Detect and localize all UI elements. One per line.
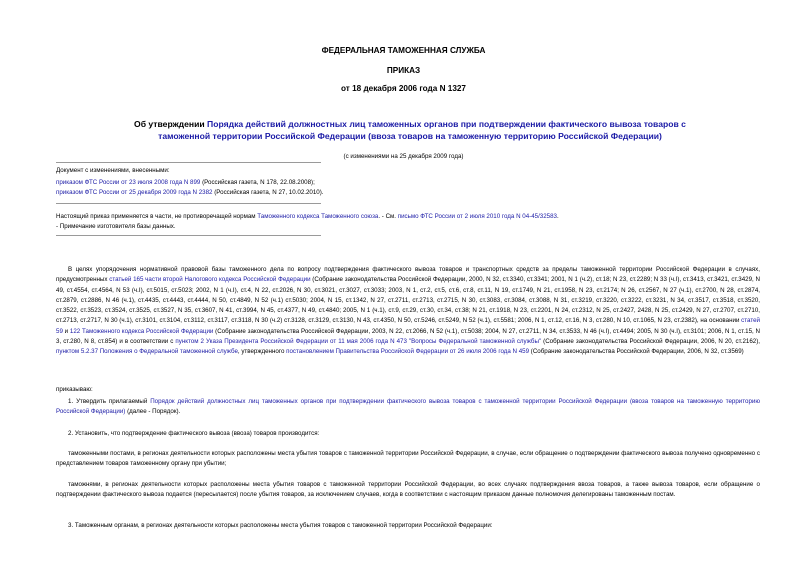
item-2: 2. Установить, что подтверждение фактического вывоза (ввоза) товаров производится:	[68, 430, 320, 437]
item-3: 3. Таможенным органам, в регионах деятельности которых расположены места убытия товаров с таможенной территории Российской Федерации:	[68, 522, 493, 529]
amend-note: (с изменениями на 25 декабря 2009 года)	[343, 153, 464, 160]
title-prefix: Об утверждении	[134, 119, 208, 129]
change-item-2	[56, 188, 324, 198]
agency-heading: ФЕДЕРАЛЬНАЯ ТАМОЖЕННАЯ СЛУЖБА	[321, 46, 486, 55]
divider	[56, 235, 321, 236]
customs-code-122-link[interactable]: 122 Таможенного кодекса Российской Федерации	[69, 327, 214, 335]
procedure-link[interactable]: Порядок действий должностных лиц таможенных органов при подтверждении фактического вывоза товаров с таможенной территории Российской Федерации (ввоза товаров на таможенную территорию Российской Федерации)	[56, 398, 761, 416]
changes-intro: Документ с изменениями, внесенными:	[56, 167, 170, 174]
item-2b: таможнями, в регионах деятельности которых расположены места убытия товаров с таможенной территории Российской Федерации, во всех случаях подтверждения ввоза товаров, а также вывоза товаров, если обращение о подтверждении фактического вывоза подается (пересылается) после убытия товаров, за исключением случаев, когда в соответствии с настоящим приказом данные полномочия делегированы таможенным постам.	[56, 481, 760, 499]
date-number-heading: от 18 декабря 2006 года N 1327	[341, 84, 466, 93]
preamble-paragraph: В целях упорядочения нормативной правовой базы таможенного дела по вопросу подтверждения фактического вывоза товаров и транспортных средств за пределы таможенной территории Российской Федерации в случаях, предусмотренных статьей 165 части второй Налогового кодекса Российской Федерации (Собрание законодательства Российской Федерации, 2000, N 32, ст.3340, ст.3341; 2001, N 1 (ч.2), ст.18; N 23, ст.2289; N 33 (ч.I), ст.3413, ст.3421, ст.3429, N 49, ст.4554, ст.4564, N 53 (ч.I), ст.5015, ст.5023; 2002, N 1 (ч.I), ст.4, N 22, ст.2026, N 30, ст.3021, ст.3027, ст.3033; 2003, N 1, ст.2, ст.5, ст.6, ст.8, ст.11, N 19, ст.1749, N 21, ст.1958, N 23, ст.2174; N 26, ст.2567, N 27 (ч.1), ст.2700, N 28, ст.2874, ст.2879, ст.2886, N 46 (ч.1), ст.4435, ст.4443, ст.4444, N 50, ст.4849, N 52 (ч.1) ст.5030; 2004, N 15, ст.1342, N 27, ст.2711, ст.2713, ст.2715, N 30, ст.3083, ст.3084, ст.3088, N 31, ст.3219, ст.3220, ст.3222, ст.3231, N 34, ст.3517, ст.3518, ст.3520, ст.3522, ст.3523, ст.3524, ст.3525, ст.3527, N 35, ст.3607, N 41, ст.3994, N 45, ст.4377, N 49, ст.4840; 2005, N 1 (ч.1), ст.9, ст.29, ст.30, ст.34, ст.38; N 21, ст.1918, N 23, ст.2201, N 24, ст.2312, N 25, ст.2427, 2428, N 25, ст.2429, N 27, ст.2707, ст.2710, ст.2713, ст.2717, N 30 (ч.1), ст.3101, ст.3104, ст.3112, ст.3117, ст.3118, N 30 (ч.2) ст.3128, ст.3129, ст.3130, N 43, ст.4350, N 50, ст.5246, ст.5249, N 52 (ч.1), ст.5581; 2006, N 1, ст.12, ст.16, N 3, ст.280, N 10, ст.1065, N 23, ст.2382), на основании статей 59 и 122 Таможенного кодекса Российской Федерации (Собрание законодательства Российской Федерации, 2003, N 22, ст.2066, N 52 (ч.1), ст.5038; 2004, N 27, ст.2711, N 34, ст.3533, N 46 (ч.I), ст.4494; 2005, N 30 (ч.I), ст.3101; 2006, N 1, ст.15, N 3, ст.280, N 8, ст.854) и в соответствии с пунктом 2 Указа Президента Российской Федерации от 11 мая 2006 года N 473 "Вопросы Федеральной таможенной службы" (Собрание законодательства Российской Федерации, 2006, N 20, ст.2162), пунктом 5.2.37 Положения о Федеральной таможенной службе, утвержденного постановлением Правительства Российской Федерации от 26 июля 2006 года N 459 (Собрание законодательства Российской Федерации, 2006, N 32, ст.3569)	[56, 266, 760, 356]
order-word: приказываю:	[56, 386, 93, 393]
change-source-1: (Российская газета, N 178, 22.08.2008);	[200, 179, 315, 186]
notice-line: Настоящий приказ применяется в части, не противоречащей нормам Таможенного кодекса Таможенного союза. - См. письмо ФТС России от 2 июля 2010 года N 04-45/32583.	[56, 213, 559, 220]
editor-note: - Примечание изготовителя базы данных.	[56, 223, 176, 230]
fts-letter-link[interactable]: письмо ФТС России от 2 июля 2010 года N 04-45/32583	[397, 213, 558, 220]
change-link-1[interactable]: приказом ФТС России от 23 июля 2008 года N 899	[56, 179, 201, 186]
customs-code-link[interactable]: Таможенного кодекса Таможенного союза	[257, 213, 379, 220]
presidential-decree-link[interactable]: пунктом 2 Указа Президента Российской Федерации от 11 мая 2006 года N 473 "Вопросы Федеральной таможенной службы"	[175, 338, 542, 346]
divider	[56, 162, 321, 163]
title-link[interactable]: Порядка действий должностных лиц таможенных органов при подтверждении фактического вывоза товаров с таможенной территории Российской Федерации (ввоза товаров на таможенную территорию Российской Федерации)	[158, 119, 686, 141]
item-2a: таможенными постами, в регионах деятельности которых расположены места убытия товаров с таможенной территории Российской Федерации, в случае, если обращение о подтверждении фактического вывоза получено одновременно с представлением товаров таможенному органу при убытии;	[56, 450, 760, 468]
divider	[56, 203, 321, 204]
doc-type-heading: ПРИКАЗ	[386, 66, 421, 75]
government-resolution-link[interactable]: постановлением Правительства Российской Федерации от 26 июля 2006 года N 459	[286, 348, 530, 356]
change-item-1	[56, 178, 315, 188]
regulation-link[interactable]: пунктом 5.2.37 Положения о Федеральной таможенной службе	[56, 348, 238, 356]
item-1: 1. Утвердить прилагаемый Порядок действий должностных лиц таможенных органов при подтверждении фактического вывоза товаров с таможенной территории Российской Федерации (ввоза товаров на таможенную территорию Российской Федерации) (далее - Порядок).	[56, 398, 761, 416]
tax-code-link[interactable]: статьей 165 части второй Налогового кодекса Российской Федерации	[109, 276, 311, 284]
change-link-2[interactable]: приказом ФТС России от 25 декабря 2009 года N 2382	[56, 189, 213, 196]
change-source-2: (Российская газета, N 27, 10.02.2010).	[212, 189, 324, 196]
document-title	[130, 119, 690, 142]
article-59-link[interactable]: статей 59	[56, 317, 760, 335]
